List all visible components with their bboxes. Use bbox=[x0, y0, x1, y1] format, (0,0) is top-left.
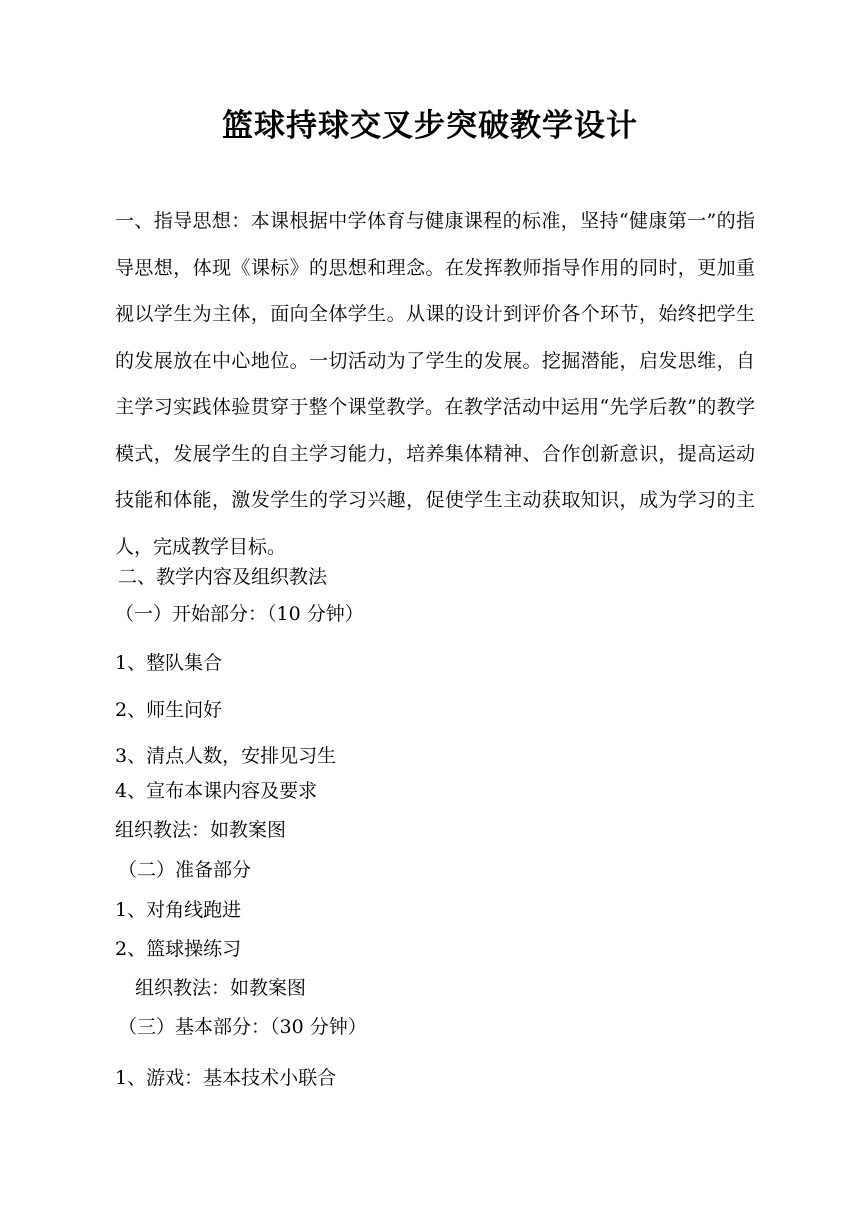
organization-method-text: 组织教法：如教案图 bbox=[115, 819, 287, 841]
document-title: 篮球持球交叉步突破教学设计 bbox=[222, 108, 638, 144]
guiding-ideology-paragraph: 一、指导思想：本课根据中学体育与健康课程的标准，坚持“健康第一”的指导思想，体现《课标》的思想和理念。在发挥教师指导作用的同时，更加重视以学生为主体，面向全体学生。从课的设计到评价各个环节，始终把学生的发展放在中心地位。一切活动为了学生的发展。挖掘潜能，启发思维，自主学习实践体验贯穿于整个课堂教学。在教学活动中运用“先学后教”的教学模式，发展学生的自主学习能力，培养集体精神、合作创新意识，提高运动技能和体能，激发学生的学习兴趣，促使学生主动获取知识，成为学习的主人，完成教学目标。 bbox=[115, 210, 755, 558]
section-heading-teaching-content: 二、教学内容及组织教法 bbox=[118, 566, 328, 588]
part-heading-opening: （一）开始部分：（10 分钟） bbox=[115, 603, 364, 625]
part-heading-basic: （三）基本部分：（30 分钟） bbox=[118, 1016, 367, 1038]
list-item: 1、整队集合 bbox=[115, 652, 223, 674]
list-item: 3、清点人数，安排见习生 bbox=[115, 745, 337, 767]
list-item: 2、篮球操练习 bbox=[115, 938, 242, 960]
list-item: 4、宣布本课内容及要求 bbox=[115, 780, 318, 802]
organization-method-text: 组织教法：如教案图 bbox=[135, 977, 307, 999]
list-item: 1、游戏：基本技术小联合 bbox=[115, 1067, 337, 1089]
list-item: 2、师生问好 bbox=[115, 699, 223, 721]
part-heading-preparation: （二）准备部分 bbox=[118, 859, 252, 881]
list-item: 1、对角线跑进 bbox=[115, 899, 242, 921]
